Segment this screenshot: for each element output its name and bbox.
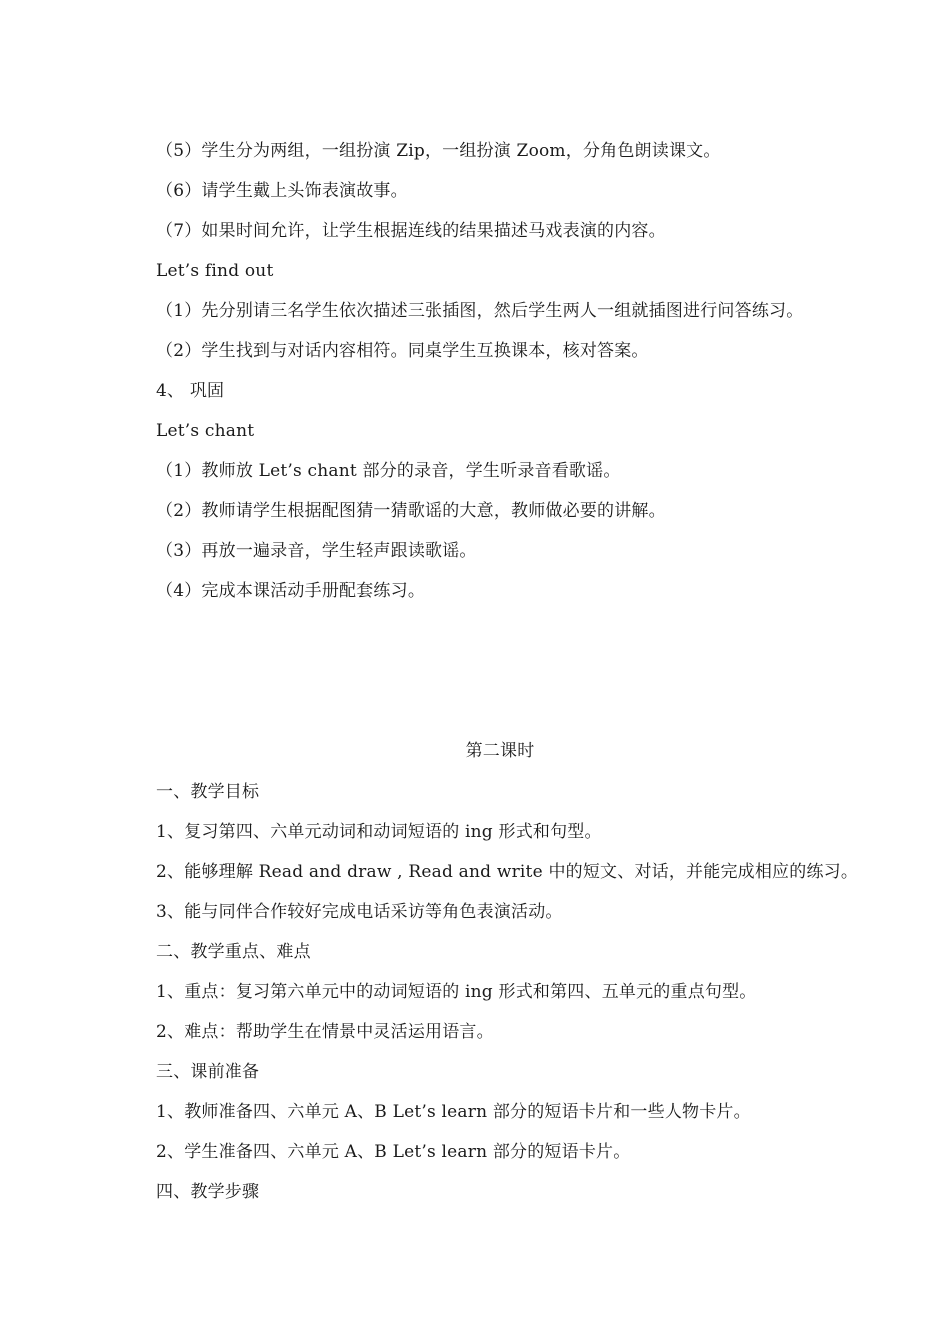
heading-preparation: 三、课前准备 [156, 1062, 260, 1082]
find-out-step-2: （2）学生找到与对话内容相符。同桌学生互换课本，核对答案。 [156, 341, 649, 361]
step-6-text: （6）请学生戴上头饰表演故事。 [156, 181, 408, 201]
preparation-1: 1、教师准备四、六单元 A、B Let’s learn 部分的短语卡片和一些人物卡片。 [156, 1102, 751, 1122]
find-out-step-1: （1）先分别请三名学生依次描述三张插图，然后学生两人一组就插图进行问答练习。 [156, 301, 804, 321]
key-point-1: 1、重点：复习第六单元中的动词短语的 ing 形式和第四、五单元的重点句型。 [156, 982, 757, 1002]
chant-step-4: （4）完成本课活动手册配套练习。 [156, 581, 426, 601]
key-point-2: 2、难点：帮助学生在情景中灵活运用语言。 [156, 1022, 494, 1042]
objective-2: 2、能够理解 Read and draw , Read and write 中的短文、对话，并能完成相应的练习。 [156, 862, 859, 882]
section-lets-find-out: Let’s find out [156, 261, 274, 281]
heading-key-points: 二、教学重点、难点 [156, 942, 311, 962]
lesson-title: 第二课时 [465, 741, 535, 761]
section-lets-chant: Let’s chant [156, 421, 255, 441]
step-5-text: （5）学生分为两组，一组扮演 Zip，一组扮演 Zoom，分角色朗读课文。 [156, 141, 721, 161]
step-7-text: （7）如果时间允许，让学生根据连线的结果描述马戏表演的内容。 [156, 221, 666, 241]
chant-step-2: （2）教师请学生根据配图猜一猜歌谣的大意，教师做必要的讲解。 [156, 501, 666, 521]
objective-1: 1、复习第四、六单元动词和动词短语的 ing 形式和句型。 [156, 822, 602, 842]
heading-objectives: 一、教学目标 [156, 782, 260, 802]
chant-step-3: （3）再放一遍录音，学生轻声跟读歌谣。 [156, 541, 477, 561]
preparation-2: 2、学生准备四、六单元 A、B Let’s learn 部分的短语卡片。 [156, 1142, 631, 1162]
objective-3: 3、能与同伴合作较好完成电话采访等角色表演活动。 [156, 902, 563, 922]
chant-step-1: （1）教师放 Let’s chant 部分的录音，学生听录音看歌谣。 [156, 461, 621, 481]
section-consolidation: 4、 巩固 [156, 381, 225, 401]
heading-teaching-steps: 四、教学步骤 [156, 1182, 260, 1202]
